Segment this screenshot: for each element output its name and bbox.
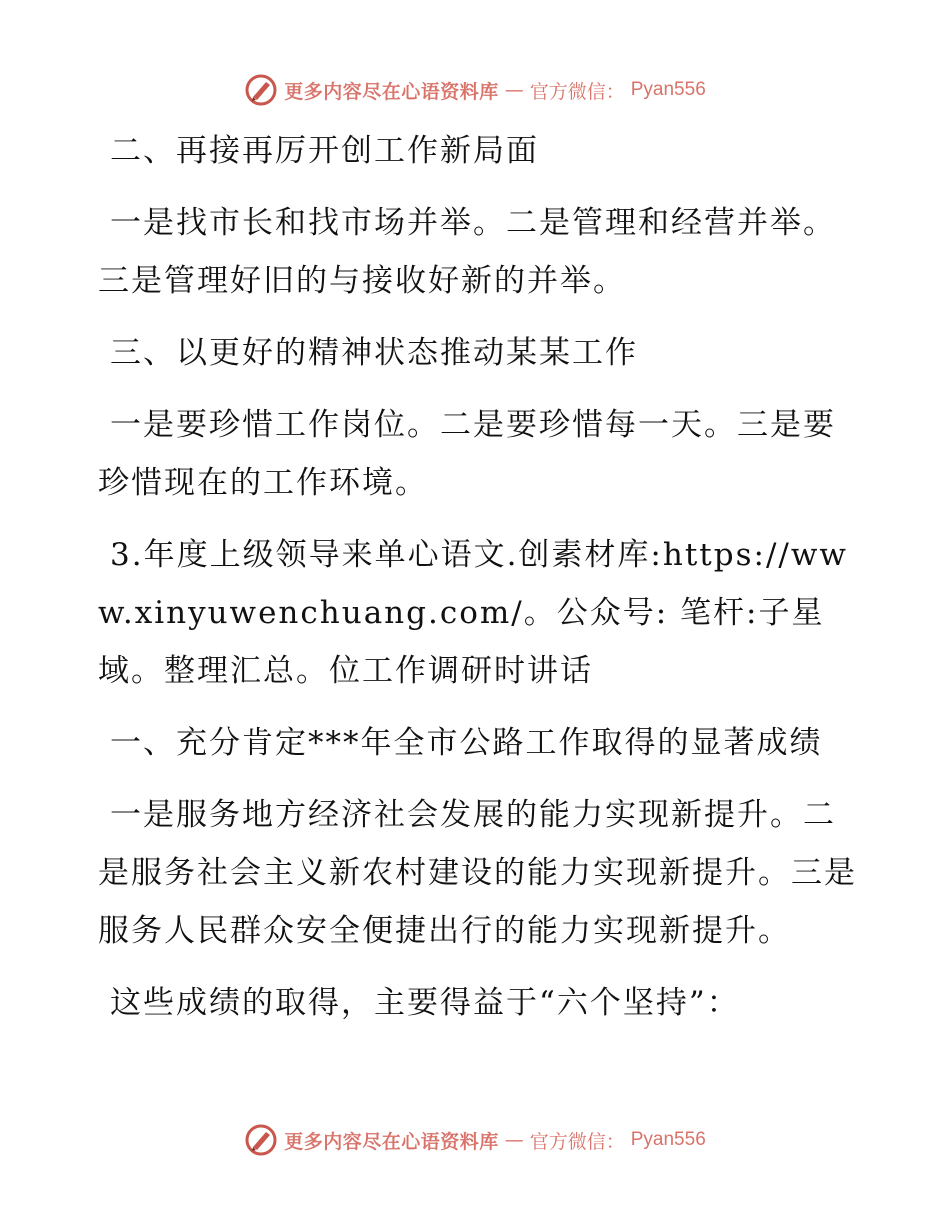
section-heading-2: 二、再接再厉开创工作新局面 <box>110 133 539 169</box>
pen-logo-icon <box>244 73 278 107</box>
pen-logo-icon <box>244 1123 278 1157</box>
header-watermark-banner <box>0 70 950 110</box>
banner-sub-text: 官方微信： <box>529 80 625 103</box>
paragraph: 这些成绩的取得，主要得益于“六个坚持”： <box>110 985 740 1021</box>
paragraph: 一是服务地方经济社会发展的能力实现新提升。二是服务社会主义新农村建设的能力实现新提升。三是服务人民群众安全便捷出行的能力实现新提升。 <box>98 797 857 949</box>
banner-main-text: 更多内容尽在心语资料库 <box>284 80 499 103</box>
section-heading-1: 一、充分肯定***年全市公路工作取得的显著成绩 <box>110 725 823 761</box>
banner-main-text: 更多内容尽在心语资料库 <box>284 1130 499 1153</box>
footer-watermark-banner <box>0 1120 950 1160</box>
paragraph: 一是找市长和找市场并举。二是管理和经营并举。三是管理好旧的与接收好新的并举。 <box>98 205 836 299</box>
section-heading-3: 三、以更好的精神状态推动某某工作 <box>110 335 638 371</box>
banner-wechat-id: Pyan556 <box>630 79 706 100</box>
paragraph: 一是要珍惜工作岗位。二是要珍惜每一天。三是要珍惜现在的工作环境。 <box>98 407 836 501</box>
banner-dash: — <box>504 1129 524 1151</box>
banner-sub-text: 官方微信： <box>529 1130 625 1153</box>
paragraph: 3.年度上级领导来单心语文.创素材库:https://www.xinyuwenchuang.com/。公众号: 笔杆:子星域。整理汇总。位工作调研时讲话 <box>98 537 848 689</box>
document-body <box>98 122 858 1032</box>
banner-dash: — <box>504 79 524 101</box>
banner-wechat-id: Pyan556 <box>630 1129 706 1150</box>
